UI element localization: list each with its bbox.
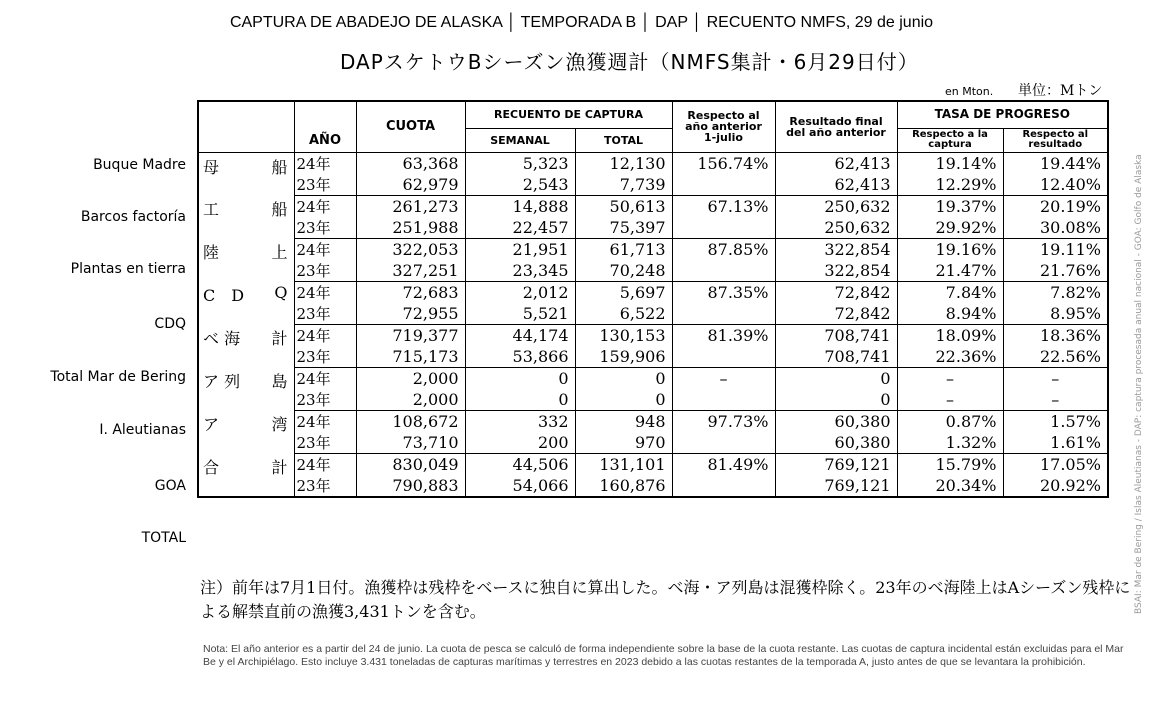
quota-cell: 790,883 — [356, 475, 465, 497]
side-label-mothership: Buque Madre — [93, 157, 186, 173]
vs-prev-cell: 67.13% — [672, 195, 775, 217]
year-cell: 23年 — [294, 303, 356, 325]
rate-result-cell: 8.95% — [1003, 303, 1108, 325]
table-row — [198, 389, 1108, 411]
quota-cell: 72,955 — [356, 303, 465, 325]
vs-prev-line3: 1-julio — [704, 131, 743, 145]
total-cell: 948 — [575, 410, 672, 432]
total-cell: 7,739 — [575, 174, 672, 196]
quota-cell: 719,377 — [356, 324, 465, 346]
final-prev-cell: 62,413 — [775, 174, 897, 196]
year-cell: 23年 — [294, 389, 356, 411]
weekly-cell: 5,521 — [465, 303, 575, 325]
final-prev-cell: 708,741 — [775, 324, 897, 346]
side-label-catcher-processors: Barcos factoría — [80, 209, 186, 225]
category-label-a: ア — [203, 415, 220, 434]
vs-prev-cell — [672, 432, 775, 454]
weekly-cell: 14,888 — [465, 195, 575, 217]
category-label-b: 島 — [271, 372, 288, 391]
weekly-cell: 23,345 — [465, 260, 575, 282]
total-cell: 160,876 — [575, 475, 672, 497]
quota-cell: 72,683 — [356, 281, 465, 303]
final-prev-cell: 60,380 — [775, 432, 897, 454]
table-row — [198, 432, 1108, 454]
final-prev-cell: 250,632 — [775, 217, 897, 239]
rate-catch-cell: 7.84% — [897, 281, 1003, 303]
unit-label-jp: 単位：Mトン — [1018, 83, 1103, 99]
quota-cell: 830,049 — [356, 453, 465, 475]
rate-result-cell: 1.57% — [1003, 410, 1108, 432]
final-prev-cell: 708,741 — [775, 346, 897, 368]
rate-catch-cell: 19.37% — [897, 195, 1003, 217]
japanese-title: DAPスケトウBシーズン漁獲週計（NMFS集計・6月29日付） — [340, 50, 919, 74]
table-row — [198, 238, 1108, 260]
vs-prev-cell: 87.35% — [672, 281, 775, 303]
rate-result-cell: 30.08% — [1003, 217, 1108, 239]
total-cell: 6,522 — [575, 303, 672, 325]
total-cell: 75,397 — [575, 217, 672, 239]
table-row — [198, 367, 1108, 389]
rate-result-cell: – — [1003, 389, 1108, 411]
vs-prev-cell — [672, 260, 775, 282]
category-cell — [198, 281, 294, 324]
weekly-cell: 5,323 — [465, 152, 575, 174]
weekly-cell: 53,866 — [465, 346, 575, 368]
table-row — [198, 475, 1108, 497]
total-cell: 50,613 — [575, 195, 672, 217]
category-cell — [198, 152, 294, 195]
category-label-b: 上 — [271, 243, 288, 262]
rate-catch-cell: 15.79% — [897, 453, 1003, 475]
year-cell: 23年 — [294, 346, 356, 368]
final-prev-cell: 322,854 — [775, 260, 897, 282]
weekly-cell: 44,506 — [465, 453, 575, 475]
category-cell — [198, 195, 294, 238]
page-title: CAPTURA DE ABADEJO DE ALASKA │ TEMPORADA B │ DAP │ RECUENTO NMFS, 29 de junio — [229, 14, 934, 31]
rate-catch-cell: 19.16% — [897, 238, 1003, 260]
rate-result-cell: 20.92% — [1003, 475, 1108, 497]
final-prev-cell: 769,121 — [775, 453, 897, 475]
category-label-b: 船 — [271, 200, 288, 219]
vertical-legend-note: BSAI: Mar de Bering / Islas Aleutianas - DAP: captura procesada anual nacional - GOA: Golfo de Alaska — [1134, 154, 1144, 614]
final-prev-line2: del año anterior — [786, 125, 886, 139]
quota-cell: 2,000 — [356, 367, 465, 389]
side-label-total: TOTAL — [141, 530, 186, 546]
category-cell — [198, 238, 294, 281]
table-row — [198, 410, 1108, 432]
side-label-aleutians: I. Aleutianas — [99, 422, 186, 438]
total-cell: 12,130 — [575, 152, 672, 174]
total-header: TOTAL — [575, 128, 672, 152]
category-cell — [198, 367, 294, 410]
quota-cell: 62,979 — [356, 174, 465, 196]
rate-result-cell: 19.44% — [1003, 152, 1108, 174]
rate-result-cell: – — [1003, 367, 1108, 389]
table-row — [198, 152, 1108, 174]
total-cell: 159,906 — [575, 346, 672, 368]
total-cell: 5,697 — [575, 281, 672, 303]
rate-result-cell: 7.82% — [1003, 281, 1108, 303]
table-row — [198, 281, 1108, 303]
weekly-cell: 0 — [465, 389, 575, 411]
side-label-shore-plants: Plantas en tierra — [70, 261, 186, 277]
total-cell: 0 — [575, 389, 672, 411]
vs-prev-cell: 87.85% — [672, 238, 775, 260]
year-cell: 23年 — [294, 475, 356, 497]
category-label-a: ア 列 — [203, 372, 241, 391]
final-prev-year-header — [775, 101, 897, 152]
vs-prev-cell — [672, 217, 775, 239]
rate-catch-cell: 21.47% — [897, 260, 1003, 282]
year-cell: 24年 — [294, 238, 356, 260]
rate-result-cell: 1.61% — [1003, 432, 1108, 454]
final-prev-cell: 322,854 — [775, 238, 897, 260]
total-cell: 131,101 — [575, 453, 672, 475]
vs-result-header — [1003, 128, 1108, 152]
rate-result-cell: 18.36% — [1003, 324, 1108, 346]
final-prev-cell: 250,632 — [775, 195, 897, 217]
side-label-bering-total: Total Mar de Bering — [50, 369, 186, 385]
weekly-cell: 0 — [465, 367, 575, 389]
quota-cell: 322,053 — [356, 238, 465, 260]
table-row — [198, 346, 1108, 368]
vs-prev-cell — [672, 346, 775, 368]
category-label-b: 計 — [271, 329, 288, 348]
table-row — [198, 303, 1108, 325]
table-row — [198, 260, 1108, 282]
quota-cell: 73,710 — [356, 432, 465, 454]
category-cell — [198, 324, 294, 367]
rate-result-cell: 17.05% — [1003, 453, 1108, 475]
final-prev-cell: 62,413 — [775, 152, 897, 174]
unit-label-es: en Mton. — [945, 85, 994, 98]
rate-result-cell: 20.19% — [1003, 195, 1108, 217]
quota-header: CUOTA — [356, 101, 465, 152]
vs-prev-cell — [672, 475, 775, 497]
weekly-cell: 332 — [465, 410, 575, 432]
vs-prev-cell: 81.39% — [672, 324, 775, 346]
vs-prev-year-header — [672, 101, 775, 152]
weekly-cell: 44,174 — [465, 324, 575, 346]
table-row — [198, 453, 1108, 475]
weekly-cell: 22,457 — [465, 217, 575, 239]
final-prev-cell: 72,842 — [775, 303, 897, 325]
spanish-footnote: Nota: El año anterior es a partir del 24 de junio. La cuota de pesca se calculó de forma independiente sobre la base de la cuota restante. Las cuotas de captura incidental están excluidas para el Mar Be y el Archipiélago. Esto incluye 3.431 toneladas de capturas marítimas y terrestres en 2023 debido a las cuotas restantes de la temporada A, justo antes de que se levantara la prohibición. — [203, 643, 1124, 668]
total-cell: 970 — [575, 432, 672, 454]
category-label-b: 計 — [271, 458, 288, 477]
rate-catch-cell: 18.09% — [897, 324, 1003, 346]
total-cell: 0 — [575, 367, 672, 389]
final-prev-cell: 769,121 — [775, 475, 897, 497]
side-label-goa: GOA — [154, 478, 186, 494]
quota-cell: 715,173 — [356, 346, 465, 368]
category-label-b: Q — [274, 283, 288, 302]
vs-result-line2: resultado — [1028, 139, 1083, 150]
rate-catch-cell: 0.87% — [897, 410, 1003, 432]
total-cell: 61,713 — [575, 238, 672, 260]
final-prev-line1: Resultado final — [789, 114, 883, 128]
vs-prev-cell: 97.73% — [672, 410, 775, 432]
category-header — [198, 101, 294, 152]
quota-cell: 63,368 — [356, 152, 465, 174]
year-cell: 24年 — [294, 152, 356, 174]
progress-rate-header: TASA DE PROGRESO — [897, 101, 1108, 128]
weekly-cell: 2,543 — [465, 174, 575, 196]
total-cell: 70,248 — [575, 260, 672, 282]
category-label-b: 船 — [271, 157, 288, 177]
rate-result-cell: 22.56% — [1003, 346, 1108, 368]
vs-prev-cell: 156.74% — [672, 152, 775, 174]
rate-result-cell: 19.11% — [1003, 238, 1108, 260]
year-cell: 24年 — [294, 195, 356, 217]
year-cell: 23年 — [294, 260, 356, 282]
category-label-b: 湾 — [271, 415, 288, 434]
rate-catch-cell: 19.14% — [897, 152, 1003, 174]
weekly-cell: 54,066 — [465, 475, 575, 497]
rate-result-cell: 12.40% — [1003, 174, 1108, 196]
rate-result-cell: 21.76% — [1003, 260, 1108, 282]
vs-prev-line2: año anterior — [685, 120, 762, 134]
vs-result-line1: Respecto al — [1022, 129, 1089, 140]
quota-cell: 108,672 — [356, 410, 465, 432]
rate-catch-cell: – — [897, 367, 1003, 389]
year-cell: 24年 — [294, 453, 356, 475]
quota-cell: 327,251 — [356, 260, 465, 282]
vs-catch-line2: captura — [928, 139, 972, 150]
vs-catch-header — [897, 128, 1003, 152]
total-cell: 130,153 — [575, 324, 672, 346]
rate-catch-cell: 12.29% — [897, 174, 1003, 196]
weekly-cell: 200 — [465, 432, 575, 454]
category-label-a: 母 — [203, 157, 220, 177]
vs-prev-cell: – — [672, 367, 775, 389]
category-label-a: 合 — [203, 458, 220, 477]
year-cell: 23年 — [294, 432, 356, 454]
catch-table — [197, 100, 1109, 498]
vs-catch-line1: Respecto a la — [912, 129, 988, 140]
year-cell: 24年 — [294, 324, 356, 346]
vs-prev-cell — [672, 174, 775, 196]
quota-cell: 251,988 — [356, 217, 465, 239]
year-cell: 24年 — [294, 281, 356, 303]
rate-catch-cell: 20.34% — [897, 475, 1003, 497]
side-label-cdq: CDQ — [154, 316, 186, 332]
year-header: AÑO — [294, 101, 356, 152]
rate-catch-cell: 22.36% — [897, 346, 1003, 368]
year-cell: 24年 — [294, 410, 356, 432]
quota-cell: 261,273 — [356, 195, 465, 217]
year-cell: 24年 — [294, 367, 356, 389]
table-row — [198, 174, 1108, 196]
vs-prev-cell: 81.49% — [672, 453, 775, 475]
table-row — [198, 217, 1108, 239]
rate-catch-cell: 1.32% — [897, 432, 1003, 454]
table-row — [198, 324, 1108, 346]
quota-cell: 2,000 — [356, 389, 465, 411]
category-cell — [198, 453, 294, 497]
catch-count-header: RECUENTO DE CAPTURA — [465, 101, 672, 128]
category-label-a: 工 — [203, 200, 220, 219]
category-label-a: ベ 海 — [203, 329, 241, 348]
japanese-footnote: 注）前年は7月1日付。漁獲枠は残枠をベースに独自に算出した。ベ海・ア列島は混獲枠除く。23年のベ海陸上はAシーズン残枠による解禁直前の漁獲3,431トンを含む。 — [200, 578, 1131, 621]
rate-catch-cell: – — [897, 389, 1003, 411]
final-prev-cell: 0 — [775, 389, 897, 411]
weekly-cell: 21,951 — [465, 238, 575, 260]
category-label-a: C D — [203, 286, 245, 305]
rate-catch-cell: 8.94% — [897, 303, 1003, 325]
year-cell: 23年 — [294, 217, 356, 239]
weekly-header: SEMANAL — [465, 128, 575, 152]
vs-prev-cell — [672, 303, 775, 325]
year-cell: 23年 — [294, 174, 356, 196]
table-body — [198, 152, 1108, 497]
table-row — [198, 195, 1108, 217]
final-prev-cell: 72,842 — [775, 281, 897, 303]
vs-prev-line1: Respecto al — [687, 109, 760, 123]
final-prev-cell: 60,380 — [775, 410, 897, 432]
weekly-cell: 2,012 — [465, 281, 575, 303]
vs-prev-cell — [672, 389, 775, 411]
final-prev-cell: 0 — [775, 367, 897, 389]
category-cell — [198, 410, 294, 453]
rate-catch-cell: 29.92% — [897, 217, 1003, 239]
category-label-a: 陸 — [203, 243, 220, 262]
